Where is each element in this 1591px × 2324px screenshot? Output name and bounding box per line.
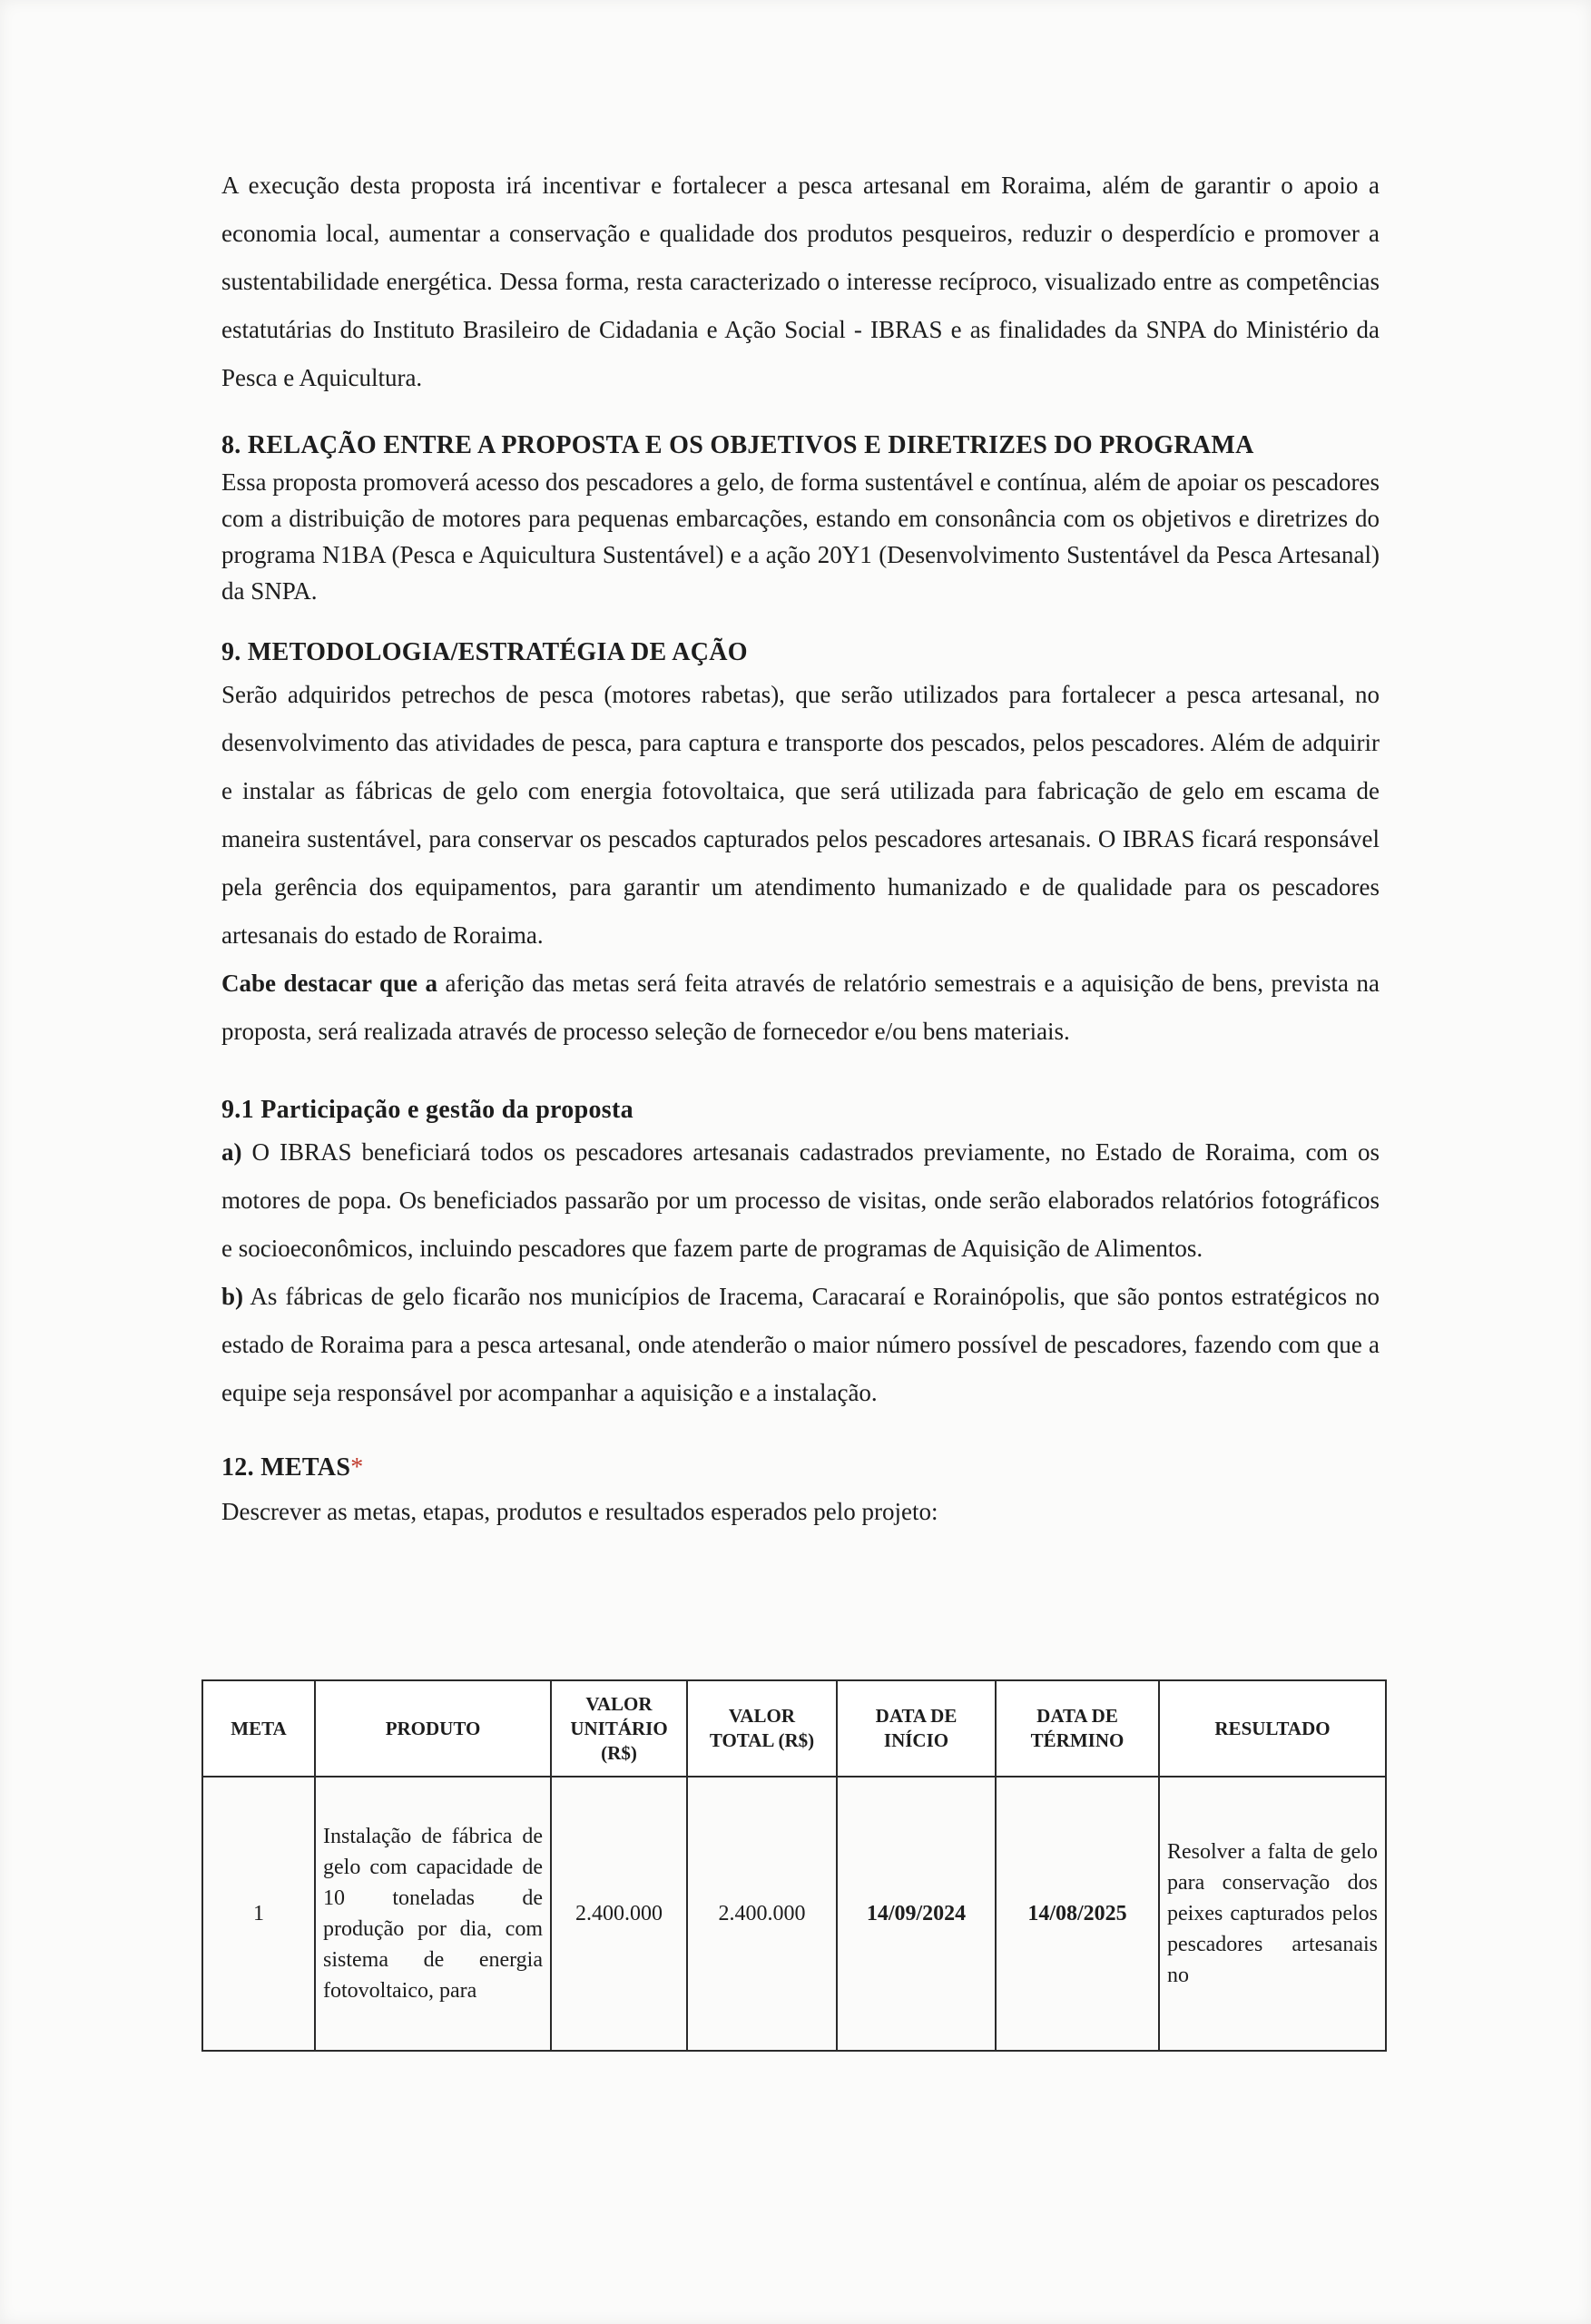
document-body (221, 162, 1380, 1531)
section-8-heading: 8. RELAÇÃO ENTRE A PROPOSTA E OS OBJETIVOS E DIRETRIZES DO PROGRAMA (221, 431, 1254, 459)
cell-data-termino: 14/08/2025 (996, 1777, 1159, 2051)
header-resultado: RESULTADO (1159, 1680, 1386, 1777)
header-data-termino: DATA DE TÉRMINO (996, 1680, 1159, 1777)
section-9-note (221, 960, 1380, 1056)
header-data-inicio: DATA DE INÍCIO (837, 1680, 996, 1777)
section-12-heading (221, 1450, 1380, 1486)
item-b (221, 1273, 1380, 1417)
section-12-title: 12. METAS (221, 1453, 351, 1482)
cell-valor-total: 2.400.000 (687, 1777, 837, 2051)
table-header-row (202, 1680, 1386, 1777)
intro-paragraph: A execução desta proposta irá incentivar e fortalecer a pesca artesanal em Roraima, além de garantir o apoio a economia local, aumentar a conservação e qualidade dos produtos pesqueiros, reduzir o desperdício e promover a sustentabilidade energética. Dessa forma, resta caracterizado o interesse recíproco, visualizado entre as competências estatutárias do Instituto Brasileiro de Cidadania e Ação Social - IBRAS e as finalidades da SNPA do Ministério da Pesca e Aquicultura. (221, 172, 1380, 391)
cell-produto: Instalação de fábrica de gelo com capacidade de 10 toneladas de produção por dia, com sistema de energia fotovoltaico, para (315, 1777, 551, 2051)
section-9-1-heading: 9.1 Participação e gestão da proposta (221, 1096, 633, 1124)
section-9-heading: 9. METODOLOGIA/ESTRATÉGIA DE AÇÃO (221, 638, 748, 666)
cell-data-inicio: 14/09/2024 (837, 1777, 996, 2051)
cell-meta: 1 (202, 1777, 315, 2051)
metas-table (201, 1679, 1387, 2052)
section-12-intro: Descrever as metas, etapas, produtos e resultados esperados pelo projeto: (221, 1498, 938, 1525)
item-a-label: a) (221, 1138, 242, 1166)
section-9-note-lead: Cabe destacar que a (221, 970, 438, 997)
required-asterisk: * (350, 1453, 364, 1482)
header-valor-unitario: VALOR UNITÁRIO (R$) (551, 1680, 687, 1777)
table-row (202, 1777, 1386, 2051)
item-a (221, 1128, 1380, 1273)
header-produto: PRODUTO (315, 1680, 551, 1777)
item-b-label: b) (221, 1283, 244, 1310)
header-valor-total: VALOR TOTAL (R$) (687, 1680, 837, 1777)
cell-valor-unitario: 2.400.000 (551, 1777, 687, 2051)
section-9-body: Serão adquiridos petrechos de pesca (motores rabetas), que serão utilizados para fortalecer a pesca artesanal, no desenvolvimento das atividades de pesca, para captura e transporte dos pescados, pelos pescadores. Além de adquirir e instalar as fábricas de gelo com energia fotovoltaica, que será utilizada para fabricação de gelo em escama de maneira sustentável, para conservar os pescados capturados pelos pescadores artesanais. O IBRAS ficará responsável pela gerência dos equipamentos, para garantir um atendimento humanizado e de qualidade para os pescadores artesanais do estado de Roraima. (221, 681, 1380, 949)
section-8-body: Essa proposta promoverá acesso dos pescadores a gelo, de forma sustentável e contínua, além de apoiar os pescadores com a distribuição de motores para pequenas embarcações, estando em consonância com os objetivos e diretrizes do programa N1BA (Pesca e Aquicultura Sustentável) e a ação 20Y1 (Desenvolvimento Sustentável da Pesca Artesanal) da SNPA. (221, 468, 1380, 605)
section-9-note-rest: aferição das metas será feita através de relatório semestrais e a aquisição de bens, prevista na proposta, será realizada através de processo seleção de fornecedor e/ou bens materiais. (221, 970, 1380, 1045)
header-meta: META (202, 1680, 315, 1777)
item-a-text: O IBRAS beneficiará todos os pescadores artesanais cadastrados previamente, no Estado de Roraima, com os motores de popa. Os beneficiados passarão por um processo de visitas, onde serão elaborados relatórios fotográficos e socioeconômicos, incluindo pescadores que fazem parte de programas de Aquisição de Alimentos. (221, 1138, 1380, 1262)
item-b-text: As fábricas de gelo ficarão nos municípios de Iracema, Caracaraí e Rorainópolis, que são pontos estratégicos no estado de Roraima para a pesca artesanal, onde atenderão o maior número possível de pescadores, fazendo com que a equipe seja responsável por acompanhar a aquisição e a instalação. (221, 1283, 1380, 1406)
cell-resultado: Resolver a falta de gelo para conservação dos peixes capturados pelos pescadores artesanais no (1159, 1777, 1386, 2051)
